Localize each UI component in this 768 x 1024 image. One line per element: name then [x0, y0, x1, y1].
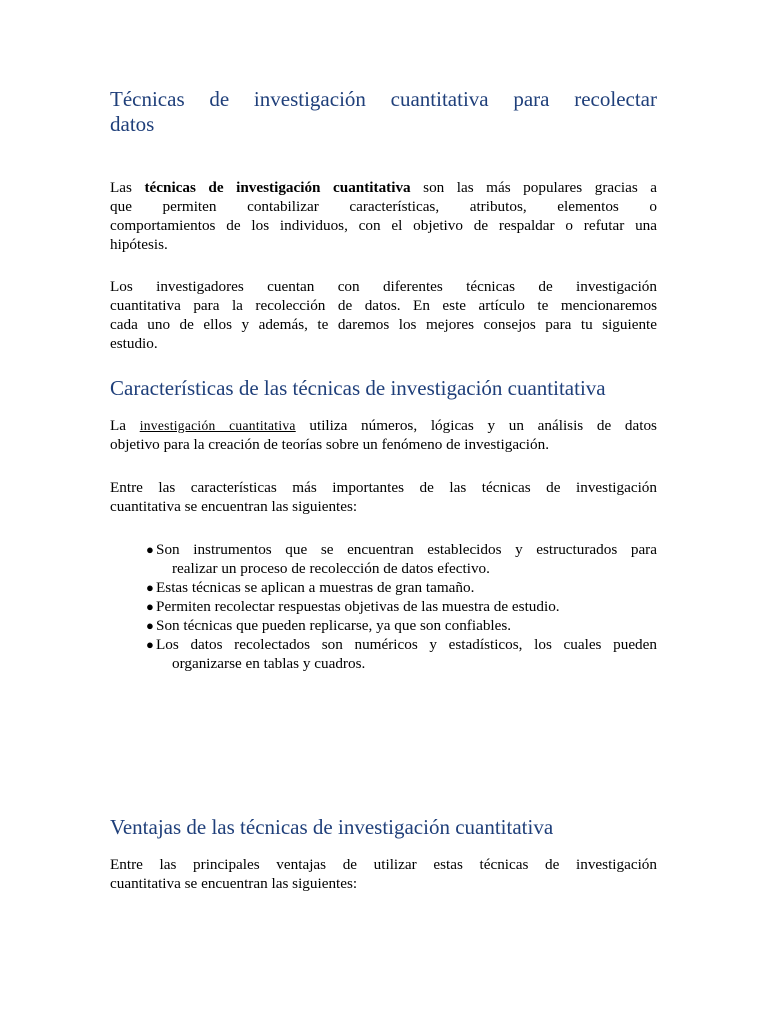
para2-line-1: Los investigadores cuentan con diferentes técnicas de investigación: [110, 278, 657, 295]
second-paragraph: [110, 277, 657, 353]
bullet-icon: ●: [146, 618, 154, 633]
intro-line-1: [110, 178, 657, 197]
list-item: [148, 616, 657, 635]
section1-p1-line-1: [110, 416, 657, 435]
list-item: [148, 540, 657, 578]
bullet-icon: ●: [146, 637, 154, 652]
list-item-line-2: organizarse en tablas y cuadros.: [172, 655, 366, 672]
investigacion-cuantitativa-link[interactable]: investigación cuantitativa: [139, 418, 296, 433]
intro-pre-text: Las: [110, 179, 145, 196]
intro-line-1-rest: son las más populares gracias a: [410, 179, 657, 196]
intro-bold-term: técnicas de investigación cuantitativa: [144, 179, 411, 196]
intro-line-2: que permiten contabilizar características, atributos, elementos o: [110, 198, 657, 215]
section1-p1-rest: utiliza números, lógicas y un análisis de datos: [295, 417, 657, 434]
para2-line-3: cada uno de ellos y además, te daremos los mejores consejos para tu siguiente: [110, 316, 657, 333]
list-item-line-1: Estas técnicas se aplican a muestras de gran tamaño.: [156, 579, 475, 596]
intro-line-4: hipótesis.: [110, 236, 168, 253]
section1-p2-line-1: Entre las características más importantes de las técnicas de investigación: [110, 479, 657, 496]
list-item-line-1: Los datos recolectados son numéricos y estadísticos, los cuales pueden: [156, 636, 657, 653]
section1-p1-pre: La: [110, 417, 140, 434]
section2-p1-line-1: Entre las principales ventajas de utilizar estas técnicas de investigación: [110, 856, 657, 873]
list-item-line-1: Permiten recolectar respuestas objetivas de las muestra de estudio.: [156, 598, 560, 615]
document-title: [110, 87, 657, 137]
list-item: [148, 597, 657, 616]
intro-line-3: comportamientos de los individuos, con el objetivo de respaldar o refutar una: [110, 217, 657, 234]
section-heading-ventajas: Ventajas de las técnicas de investigación cuantitativa: [110, 815, 554, 839]
list-item-line-2: realizar un proceso de recolección de datos efectivo.: [172, 560, 490, 577]
list-item: [148, 635, 657, 673]
para2-line-2: cuantitativa para la recolección de datos. En este artículo te mencionaremos: [110, 297, 657, 314]
bullet-icon: ●: [146, 580, 154, 595]
list-item-line-1: Son técnicas que pueden replicarse, ya que son confiables.: [156, 617, 512, 634]
intro-paragraph: [110, 178, 657, 254]
section1-paragraph-1: [110, 416, 657, 454]
title-line-1: Técnicas de investigación cuantitativa para recolectar: [110, 87, 657, 111]
section1-paragraph-2: [110, 478, 657, 516]
section2-p1-line-2: cuantitativa se encuentran las siguientes:: [110, 875, 358, 892]
para2-line-4: estudio.: [110, 335, 158, 352]
list-item-line-1: Son instrumentos que se encuentran establecidos y estructurados para: [156, 541, 657, 558]
section-heading-caracteristicas: Características de las técnicas de investigación cuantitativa: [110, 376, 606, 400]
bullet-icon: ●: [146, 599, 154, 614]
title-line-2: datos: [110, 112, 155, 136]
characteristics-list: [148, 540, 657, 673]
bullet-icon: ●: [146, 542, 154, 557]
section1-p2-line-2: cuantitativa se encuentran las siguientes:: [110, 498, 358, 515]
list-item: [148, 578, 657, 597]
section1-p1-line-2: objetivo para la creación de teorías sobre un fenómeno de investigación.: [110, 436, 550, 453]
section2-paragraph-1: [110, 855, 657, 893]
